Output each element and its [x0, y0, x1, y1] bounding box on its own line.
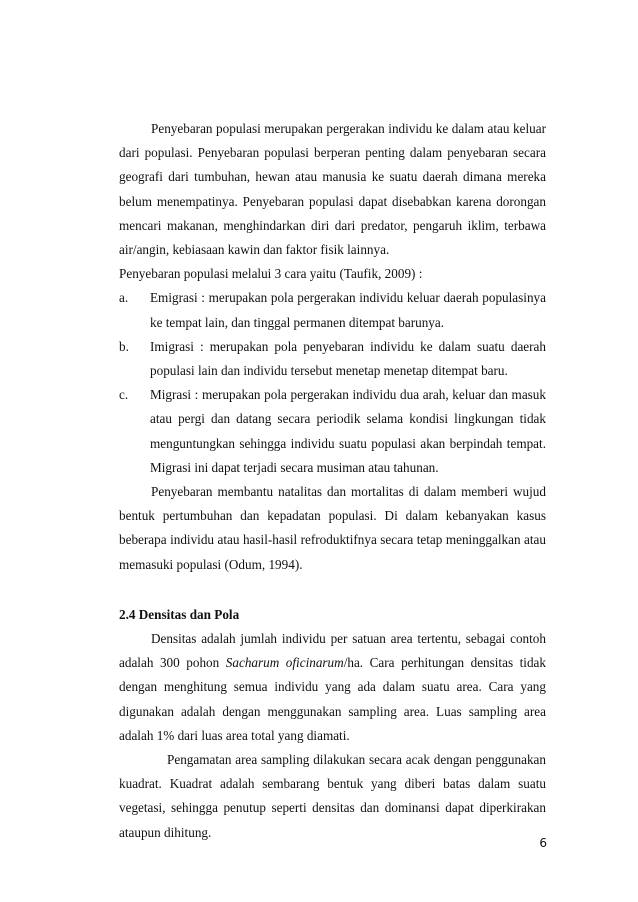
paragraph-sampling: Pengamatan area sampling dilakukan secara acak dengan penggunakan kuadrat. Kuadrat adalah sembarang bentuk yang diberi batas dalam suatu vegetasi, sehingga penutup seperti densitas dan dominansi dapat diperkirakan ataupun dihitung.	[119, 752, 546, 840]
list-item-text: Imigrasi : merupakan pola penyebaran individu ke dalam suatu daerah populasi lain dan individu tersebut menetap menetap ditempat baru.	[150, 338, 546, 379]
list-marker: a.	[119, 290, 129, 306]
paragraph-density	[119, 627, 546, 748]
section-heading: 2.4 Densitas dan Pola	[119, 606, 240, 622]
list-item	[119, 383, 546, 480]
density-text-end: /ha. Cara perhitungan densitas tidak dengan menghitung semua individu yang ada dalam suatu area. Cara yang digunakan adalah dengan menggunakan sampling area. Luas sampling area adalah 1% dari luas area total yang diamati.	[119, 655, 546, 743]
page-number: 6	[539, 836, 547, 850]
list-item-text: Migrasi : merupakan pola pergerakan individu dua arah, keluar dan masuk atau pergi dan datang secara periodik selama kondisi lingkungan tidak menguntungkan sehingga individu suatu populasi akan berpindah tempat. Migrasi ini dapat terjadi secara musiman atau tahunan.	[150, 387, 546, 475]
list-marker: b.	[119, 338, 129, 354]
list-item-text: Emigrasi : merupakan pola pergerakan individu keluar daerah populasinya ke tempat lain, dan tinggal permanen ditempat barunya.	[150, 290, 546, 330]
page-content	[119, 117, 546, 845]
species-name: Sacharum oficinarum	[225, 655, 344, 671]
paragraph-population-dispersal: Penyebaran populasi merupakan pergerakan individu ke dalam atau keluar dari populasi. Penyebaran populasi berperan penting dalam penyebaran secara geografi dari tumbuhan, hewan atau manusia ke suatu daerah dimana mereka belum menempatinya. Penyebaran populasi dapat disebabkan karena dorongan mencari makanan, menghindarkan diri dari predator, pengaruh iklim, terbawa air/angin, kebiasaan kawin dan faktor fisik lainnya.	[119, 121, 546, 258]
paragraph-natality-mortality: Penyebaran membantu natalitas dan mortalitas di dalam memberi wujud bentuk pertumbuhan dan kepadatan populasi. Di dalam kebanyakan kasus beberapa individu atau hasil-hasil refroduktifnya secara tetap meninggalkan atau memasuki populasi (Odum, 1994).	[119, 484, 546, 572]
list-item	[119, 286, 546, 334]
list-item	[119, 335, 546, 383]
dispersal-methods-list	[119, 286, 546, 480]
list-intro: Penyebaran populasi melalui 3 cara yaitu (Taufik, 2009) :	[119, 266, 423, 282]
list-marker: c.	[119, 387, 129, 403]
density-text-start: Densitas adalah jumlah individu per satuan area tertentu, sebagai contoh adalah 300 pohon	[119, 631, 546, 671]
